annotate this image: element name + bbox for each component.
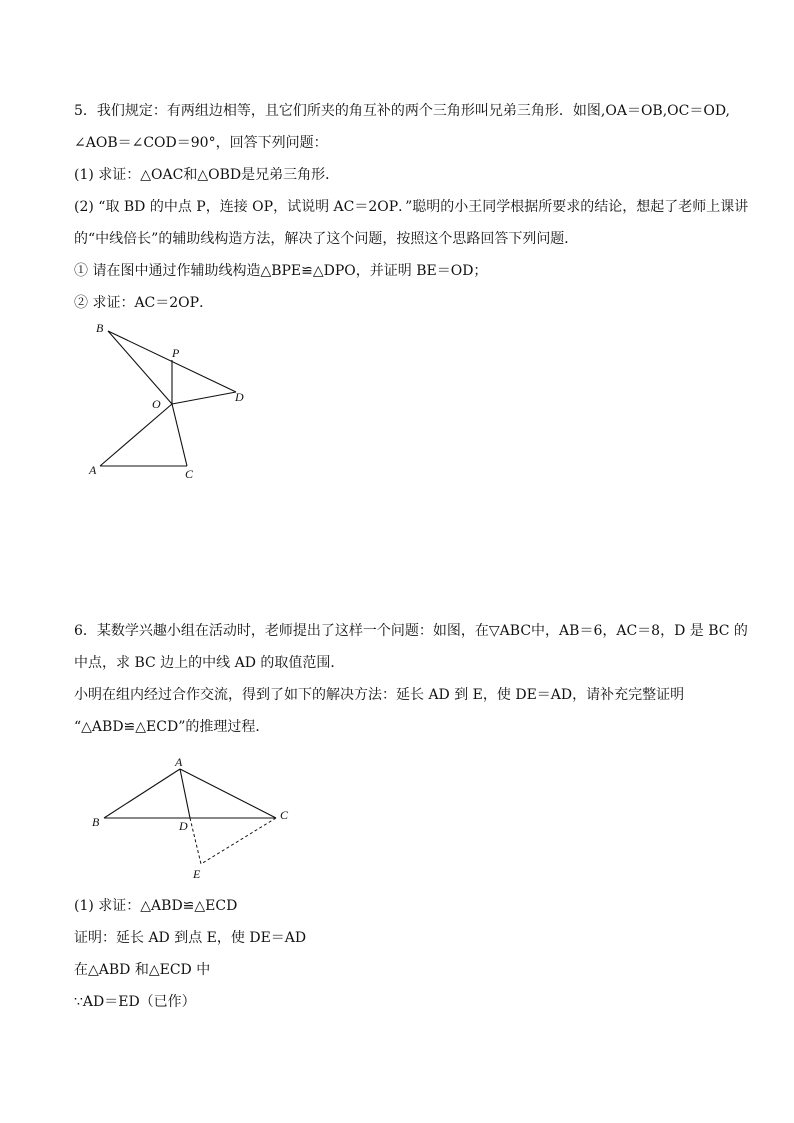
q6-segment-AD	[180, 769, 190, 818]
q5-label-C: C	[185, 467, 194, 481]
q6-segment-DE	[190, 818, 201, 864]
q6-label-C: C	[280, 808, 289, 822]
q5-label-P: P	[172, 346, 180, 360]
q5-label-O: O	[152, 397, 161, 411]
q6-label-B: B	[92, 815, 100, 829]
q5-segment-BD	[108, 331, 236, 392]
q6-proof-line-2: 在△ABD 和△ECD 中	[74, 962, 211, 978]
q5-label-B: B	[96, 321, 104, 335]
q6-proof-line-3: ∵AD＝ED（已作）	[74, 994, 196, 1010]
q5-segment-BO	[108, 331, 172, 404]
q6-segment-AB	[104, 769, 180, 818]
q6-line-4: “△ABD≌△ECD”的推理过程．	[74, 719, 270, 735]
q6-line-2: 中点，求 BC 边上的中线 AD 的取值范围．	[74, 655, 345, 671]
q6-segment-AC	[180, 769, 276, 818]
q5-segment-OA	[100, 404, 172, 466]
q5-segment-OD	[172, 392, 236, 404]
q5-label-D: D	[235, 390, 244, 404]
q6-label-E: E	[193, 867, 201, 881]
q6-line-3: 小明在组内经过合作交流，得到了如下的解决方法：延长 AD 到 E，使 DE＝AD，请补充完整证明	[74, 687, 685, 703]
q6-label-D: D	[179, 819, 188, 833]
q5-label-A: A	[89, 463, 97, 477]
q5-line-1: 5．我们规定：有两组边相等，且它们所夹的角互补的两个三角形叫兄弟三角形．如图,OA＝OB,OC＝OD,	[74, 103, 731, 119]
q5-subpart-2: ② 求证：AC＝2OP．	[74, 295, 214, 311]
q5-line-2: ∠AOB＝∠COD＝90°，回答下列问题：	[74, 135, 328, 151]
q5-part-1: (1) 求证：△OAC和△OBD是兄弟三角形．	[74, 167, 340, 183]
q6-line-1: 6．某数学兴趣小组在活动时，老师提出了这样一个问题：如图，在▽ABC中，AB＝6，AC＝8，D 是 BC 的	[74, 623, 748, 639]
q5-segment-OC	[172, 404, 187, 466]
q6-proof-heading: (1) 求证：△ABD≌△ECD	[74, 898, 238, 914]
q5-part-2-line-1: (2) “取 BD 的中点 P，连接 OP，试说明 AC＝2OP．”聪明的小王同学根据所要求的结论，想起了老师上课讲	[74, 199, 749, 215]
q6-proof-line-1: 证明：延长 AD 到点 E，使 DE＝AD	[74, 930, 307, 946]
q6-label-A: A	[175, 755, 183, 769]
q6-segment-CE	[201, 818, 276, 864]
q5-part-2-line-2: 的“中线倍长”的辅助线构造方法，解决了这个问题，按照这个思路回答下列问题．	[74, 231, 579, 247]
q5-subpart-1: ① 请在图中通过作辅助线构造△BPE≌△DPO，并证明 BE＝OD；	[74, 263, 488, 279]
